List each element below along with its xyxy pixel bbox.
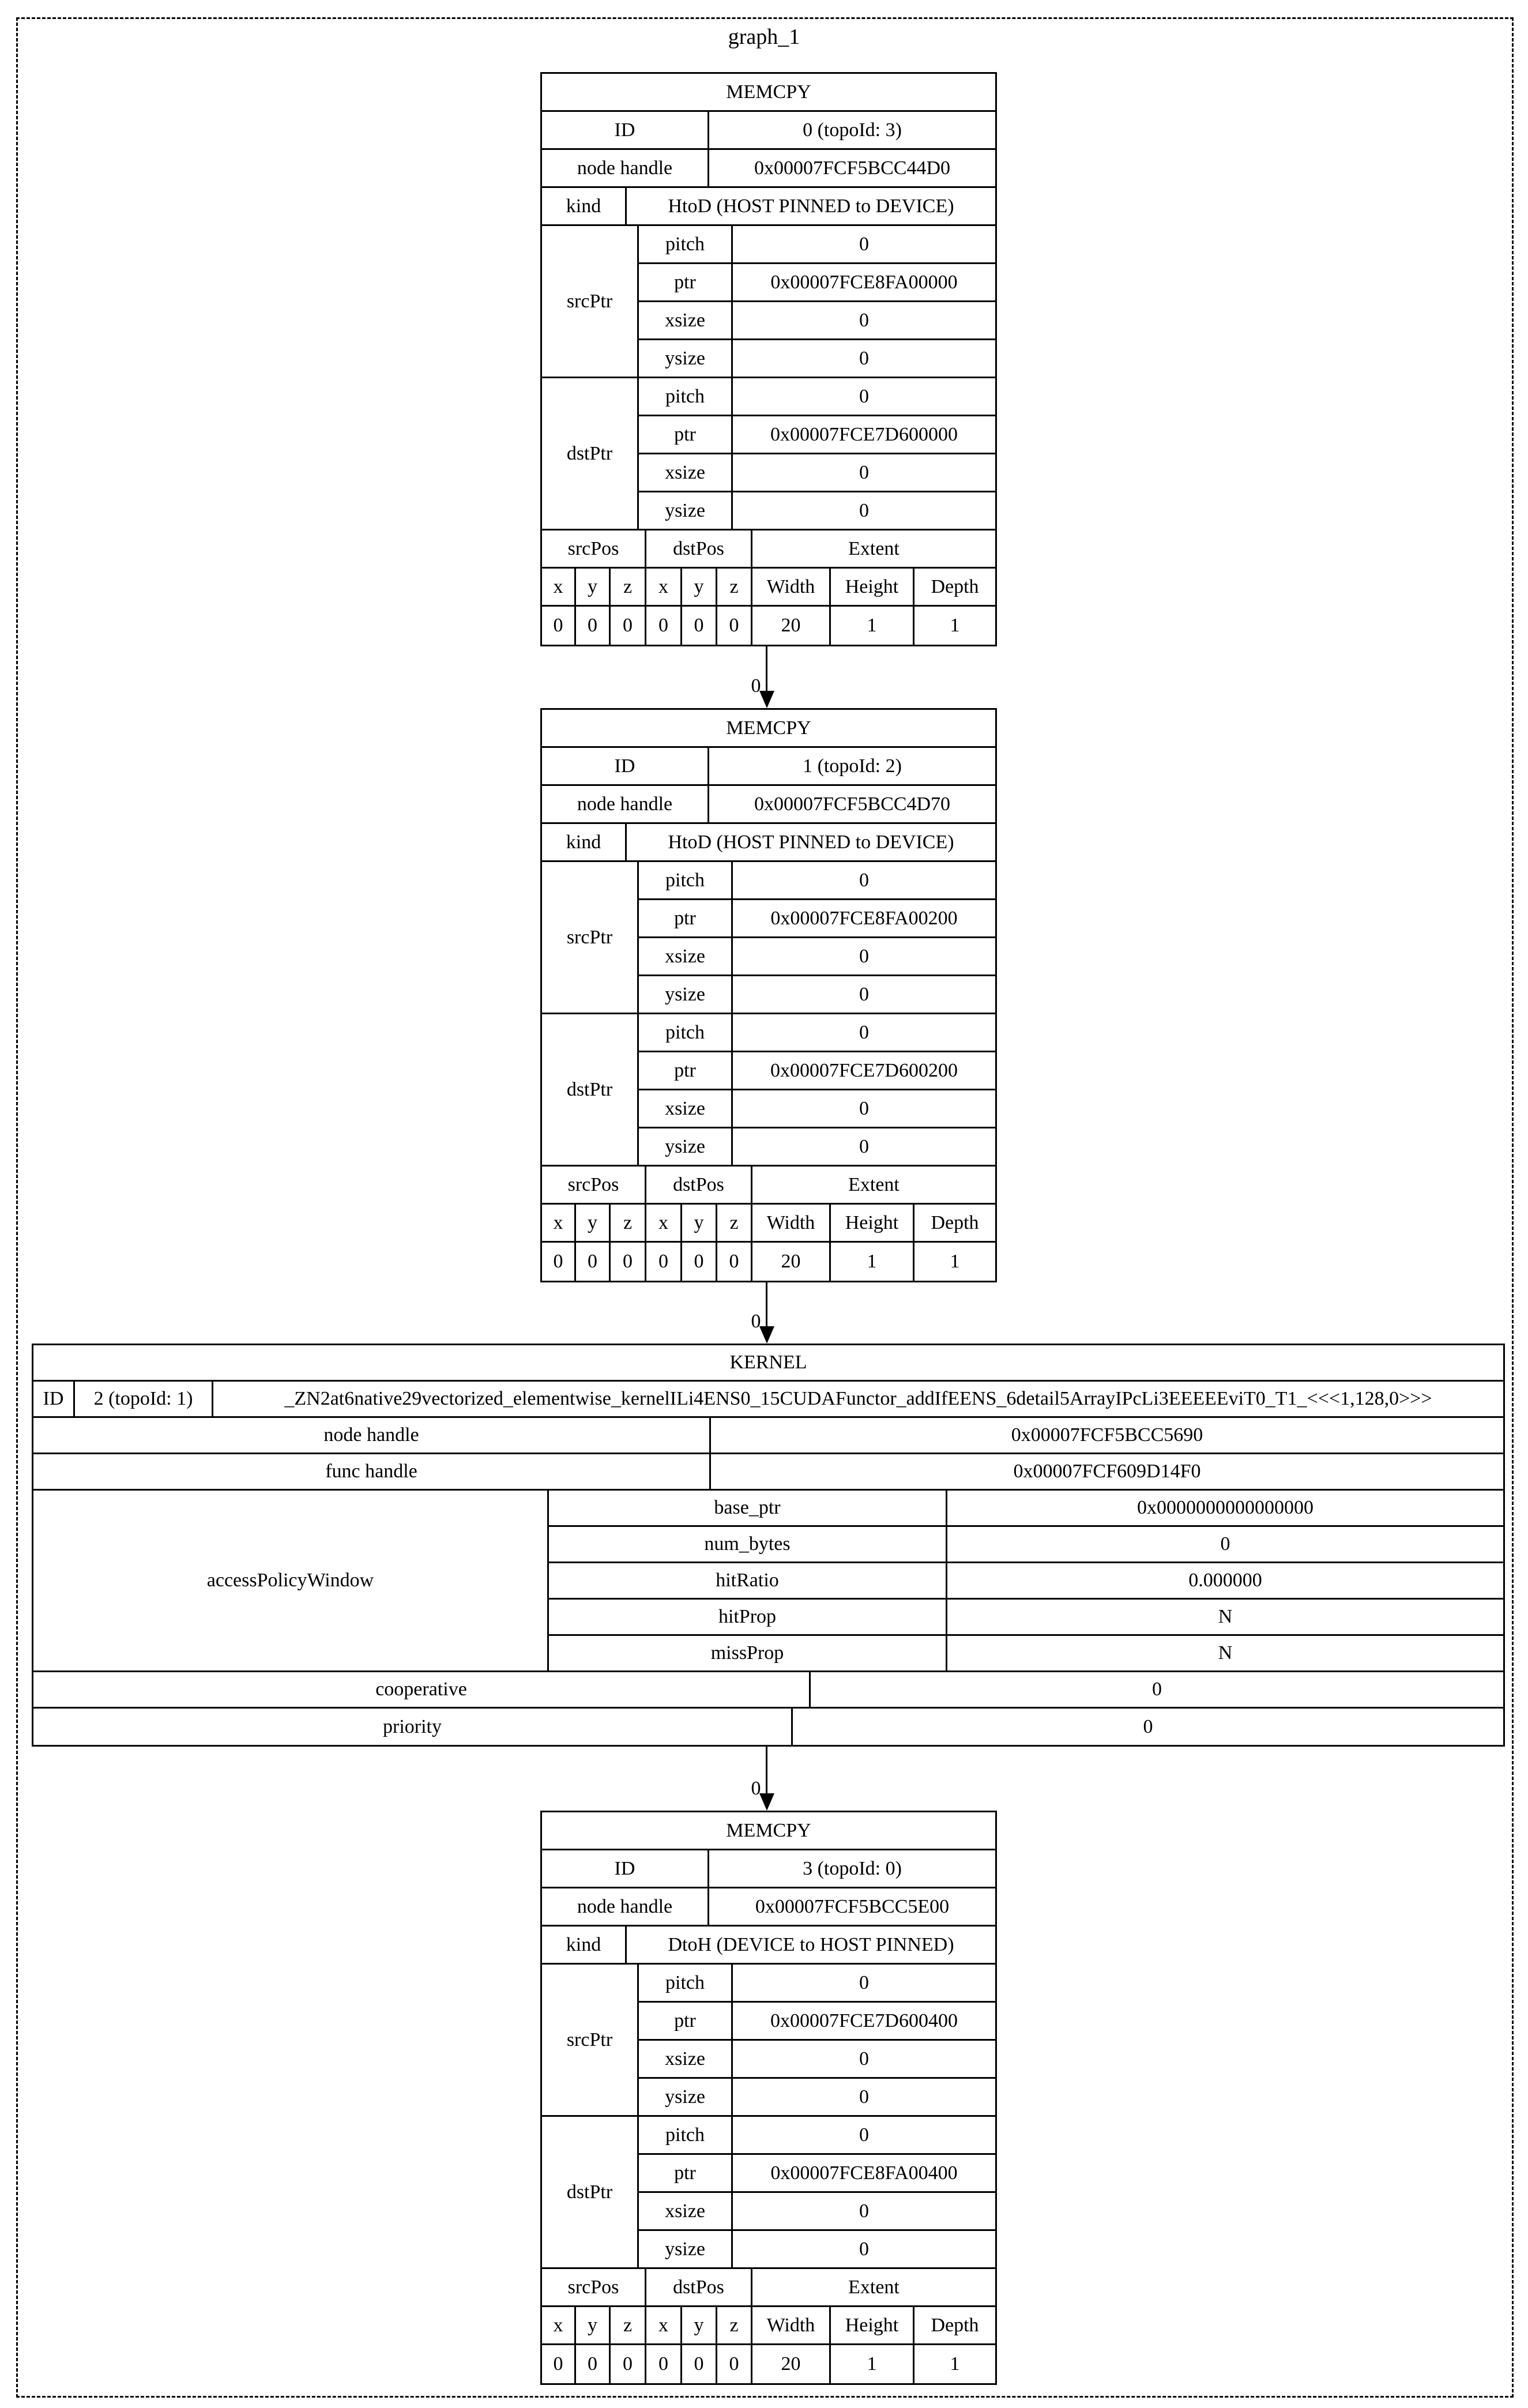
dstpos-header: dstPos bbox=[646, 530, 752, 569]
dstptr-ysize-value: 0 bbox=[733, 492, 995, 530]
hit-prop-value: N bbox=[947, 1600, 1503, 1636]
id-value: 0 (topoId: 3) bbox=[709, 112, 995, 150]
dstptr-xsize-value: 0 bbox=[733, 1090, 995, 1128]
id-label: ID bbox=[542, 112, 709, 150]
num-bytes-value: 0 bbox=[947, 1527, 1503, 1563]
x-header: x bbox=[542, 1205, 576, 1243]
srcptr-ysize-value: 0 bbox=[733, 2079, 995, 2117]
srcptr-ysize-value: 0 bbox=[733, 976, 995, 1014]
node-handle-label: node handle bbox=[542, 1888, 709, 1927]
id-label: ID bbox=[33, 1382, 75, 1418]
pitch-label: pitch bbox=[639, 2117, 733, 2155]
width-value: 20 bbox=[752, 607, 831, 645]
ysize-label: ysize bbox=[639, 1128, 733, 1167]
srcptr-pitch-value: 0 bbox=[733, 862, 995, 900]
node-handle-label: node handle bbox=[542, 786, 709, 824]
id-value: 2 (topoId: 1) bbox=[75, 1382, 213, 1418]
cooperative-label: cooperative bbox=[33, 1672, 811, 1709]
id-label: ID bbox=[542, 748, 709, 786]
access-policy-window-label: accessPolicyWindow bbox=[33, 1491, 549, 1672]
memcpy-node-3 bbox=[540, 1811, 997, 2385]
memcpy-node-0 bbox=[540, 72, 997, 646]
dstptr-ptr-value: 0x00007FCE7D600200 bbox=[733, 1052, 995, 1090]
z-header: z bbox=[717, 2307, 752, 2345]
dstptr-label: dstPtr bbox=[542, 378, 639, 530]
width-header: Width bbox=[752, 569, 831, 607]
kind-value: HtoD (HOST PINNED to DEVICE) bbox=[627, 824, 995, 862]
x-header: x bbox=[646, 569, 682, 607]
dstpos-header: dstPos bbox=[646, 2269, 752, 2307]
edge-label: 0 bbox=[751, 1311, 761, 1332]
x-header: x bbox=[646, 2307, 682, 2345]
value-cell: 0 bbox=[682, 1243, 717, 1281]
srcptr-xsize-value: 0 bbox=[733, 302, 995, 340]
priority-label: priority bbox=[33, 1709, 793, 1745]
srcptr-ptr-value: 0x00007FCE8FA00000 bbox=[733, 264, 995, 302]
miss-prop-value: N bbox=[947, 1636, 1503, 1672]
ptr-label: ptr bbox=[639, 2003, 733, 2041]
srcpos-header: srcPos bbox=[542, 1167, 646, 1205]
width-value: 20 bbox=[752, 1243, 831, 1281]
value-cell: 0 bbox=[576, 1243, 611, 1281]
srcptr-label: srcPtr bbox=[542, 1965, 639, 2117]
y-header: y bbox=[576, 1205, 611, 1243]
dstptr-label: dstPtr bbox=[542, 1014, 639, 1167]
value-cell: 0 bbox=[611, 607, 646, 645]
ptr-label: ptr bbox=[639, 1052, 733, 1090]
srcptr-label: srcPtr bbox=[542, 862, 639, 1014]
pitch-label: pitch bbox=[639, 1965, 733, 2003]
ptr-label: ptr bbox=[639, 264, 733, 302]
edge-label: 0 bbox=[751, 675, 761, 697]
xsize-label: xsize bbox=[639, 2193, 733, 2231]
kind-label: kind bbox=[542, 1927, 627, 1965]
srcptr-pitch-value: 0 bbox=[733, 226, 995, 264]
value-cell: 0 bbox=[717, 1243, 752, 1281]
node-title: MEMCPY bbox=[542, 1812, 995, 1850]
value-cell: 0 bbox=[646, 2345, 682, 2383]
dstptr-ysize-value: 0 bbox=[733, 2231, 995, 2269]
value-cell: 0 bbox=[717, 607, 752, 645]
priority-value: 0 bbox=[1143, 1715, 1153, 1737]
dstptr-xsize-value: 0 bbox=[733, 454, 995, 492]
miss-prop-label: missProp bbox=[549, 1636, 947, 1672]
ysize-label: ysize bbox=[639, 2231, 733, 2269]
hit-ratio-value: 0.000000 bbox=[947, 1563, 1503, 1600]
pitch-label: pitch bbox=[639, 1014, 733, 1052]
z-header: z bbox=[611, 1205, 646, 1243]
memcpy-node-1 bbox=[540, 708, 997, 1282]
node-handle-label: node handle bbox=[542, 150, 709, 188]
width-header: Width bbox=[752, 2307, 831, 2345]
y-header: y bbox=[576, 569, 611, 607]
node-title: MEMCPY bbox=[542, 74, 995, 112]
height-header: Height bbox=[831, 1205, 914, 1243]
z-header: z bbox=[611, 569, 646, 607]
z-header: z bbox=[717, 1205, 752, 1243]
value-cell: 0 bbox=[542, 1243, 576, 1281]
srcptr-ptr-value: 0x00007FCE7D600400 bbox=[733, 2003, 995, 2041]
value-cell: 0 bbox=[576, 2345, 611, 2383]
value-cell: 0 bbox=[646, 607, 682, 645]
dstptr-xsize-value: 0 bbox=[733, 2193, 995, 2231]
ptr-label: ptr bbox=[639, 900, 733, 938]
srcptr-xsize-value: 0 bbox=[733, 2041, 995, 2079]
id-value: 3 (topoId: 0) bbox=[709, 1850, 995, 1888]
xsize-label: xsize bbox=[639, 302, 733, 340]
value-cell: 0 bbox=[542, 2345, 576, 2383]
hit-prop-label: hitProp bbox=[549, 1600, 947, 1636]
y-header: y bbox=[576, 2307, 611, 2345]
x-header: x bbox=[542, 2307, 576, 2345]
kind-value: HtoD (HOST PINNED to DEVICE) bbox=[627, 188, 995, 226]
srcptr-ptr-value: 0x00007FCE8FA00200 bbox=[733, 900, 995, 938]
kind-label: kind bbox=[542, 188, 627, 226]
xsize-label: xsize bbox=[639, 1090, 733, 1128]
depth-header: Depth bbox=[914, 569, 995, 607]
ptr-label: ptr bbox=[639, 416, 733, 454]
ptr-label: ptr bbox=[639, 2155, 733, 2193]
node-handle-value: 0x00007FCF5BCC4D70 bbox=[709, 786, 995, 824]
dstptr-pitch-value: 0 bbox=[733, 378, 995, 416]
base-ptr-value: 0x0000000000000000 bbox=[947, 1491, 1503, 1527]
node-handle-label: node handle bbox=[33, 1418, 711, 1454]
func-handle-label: func handle bbox=[33, 1454, 711, 1491]
height-value: 1 bbox=[831, 2345, 914, 2383]
depth-value: 1 bbox=[950, 1251, 960, 1272]
value-cell: 0 bbox=[542, 607, 576, 645]
extent-header: Extent bbox=[752, 1167, 995, 1205]
id-value: 1 (topoId: 2) bbox=[709, 748, 995, 786]
value-cell: 0 bbox=[682, 607, 717, 645]
ysize-label: ysize bbox=[639, 2079, 733, 2117]
dstpos-header: dstPos bbox=[646, 1167, 752, 1205]
xsize-label: xsize bbox=[639, 2041, 733, 2079]
depth-header: Depth bbox=[914, 2307, 995, 2345]
xsize-label: xsize bbox=[639, 454, 733, 492]
depth-value: 1 bbox=[950, 615, 960, 636]
value-cell: 0 bbox=[611, 2345, 646, 2383]
kernel-name: _ZN2at6native29vectorized_elementwise_kernelILi4ENS0_15CUDAFunctor_addIfEENS_6detail5ArrayIPcLi3EEEEEviT0_T1_<<<1,128,0>>> bbox=[213, 1382, 1503, 1418]
kind-value: DtoH (DEVICE to HOST PINNED) bbox=[627, 1927, 995, 1965]
depth-header: Depth bbox=[914, 1205, 995, 1243]
pitch-label: pitch bbox=[639, 378, 733, 416]
srcptr-ysize-value: 0 bbox=[733, 340, 995, 378]
y-header: y bbox=[682, 2307, 717, 2345]
hit-ratio-label: hitRatio bbox=[549, 1563, 947, 1600]
xsize-label: xsize bbox=[639, 938, 733, 976]
extent-header: Extent bbox=[752, 2269, 995, 2307]
base-ptr-label: base_ptr bbox=[549, 1491, 947, 1527]
height-header: Height bbox=[831, 2307, 914, 2345]
cooperative-value: 0 bbox=[811, 1672, 1503, 1709]
value-cell: 0 bbox=[611, 1243, 646, 1281]
dstptr-ptr-value: 0x00007FCE7D600000 bbox=[733, 416, 995, 454]
extent-header: Extent bbox=[752, 530, 995, 569]
id-label: ID bbox=[542, 1850, 709, 1888]
num-bytes-label: num_bytes bbox=[549, 1527, 947, 1563]
value-cell: 0 bbox=[717, 2345, 752, 2383]
dstptr-pitch-value: 0 bbox=[733, 1014, 995, 1052]
srcpos-header: srcPos bbox=[542, 530, 646, 569]
graph-title: graph_1 bbox=[728, 25, 800, 49]
value-cell: 0 bbox=[646, 1243, 682, 1281]
edge-label: 0 bbox=[751, 1778, 761, 1799]
srcptr-label: srcPtr bbox=[542, 226, 639, 378]
node-title: KERNEL bbox=[33, 1345, 1503, 1382]
width-header: Width bbox=[752, 1205, 831, 1243]
depth-value: 1 bbox=[950, 2353, 960, 2375]
pitch-label: pitch bbox=[639, 862, 733, 900]
kernel-node bbox=[32, 1344, 1505, 1747]
node-handle-value: 0x00007FCF5BCC5690 bbox=[711, 1418, 1503, 1454]
ysize-label: ysize bbox=[639, 492, 733, 530]
z-header: z bbox=[611, 2307, 646, 2345]
x-header: x bbox=[646, 1205, 682, 1243]
value-cell: 0 bbox=[682, 2345, 717, 2383]
height-value: 1 bbox=[831, 1243, 914, 1281]
srcpos-header: srcPos bbox=[542, 2269, 646, 2307]
value-cell: 0 bbox=[576, 607, 611, 645]
dstptr-label: dstPtr bbox=[542, 2117, 639, 2269]
y-header: y bbox=[682, 1205, 717, 1243]
func-handle-value: 0x00007FCF609D14F0 bbox=[711, 1454, 1503, 1491]
ysize-label: ysize bbox=[639, 976, 733, 1014]
x-header: x bbox=[542, 569, 576, 607]
node-handle-value: 0x00007FCF5BCC5E00 bbox=[709, 1888, 995, 1927]
pitch-label: pitch bbox=[639, 226, 733, 264]
z-header: z bbox=[717, 569, 752, 607]
height-value: 1 bbox=[831, 607, 914, 645]
dstptr-ysize-value: 0 bbox=[733, 1128, 995, 1167]
srcptr-pitch-value: 0 bbox=[733, 1965, 995, 2003]
dstptr-pitch-value: 0 bbox=[733, 2117, 995, 2155]
node-handle-value: 0x00007FCF5BCC44D0 bbox=[709, 150, 995, 188]
dstptr-ptr-value: 0x00007FCE8FA00400 bbox=[733, 2155, 995, 2193]
width-value: 20 bbox=[752, 2345, 831, 2383]
srcptr-xsize-value: 0 bbox=[733, 938, 995, 976]
ysize-label: ysize bbox=[639, 340, 733, 378]
node-title: MEMCPY bbox=[542, 710, 995, 748]
kind-label: kind bbox=[542, 824, 627, 862]
height-header: Height bbox=[831, 569, 914, 607]
y-header: y bbox=[682, 569, 717, 607]
